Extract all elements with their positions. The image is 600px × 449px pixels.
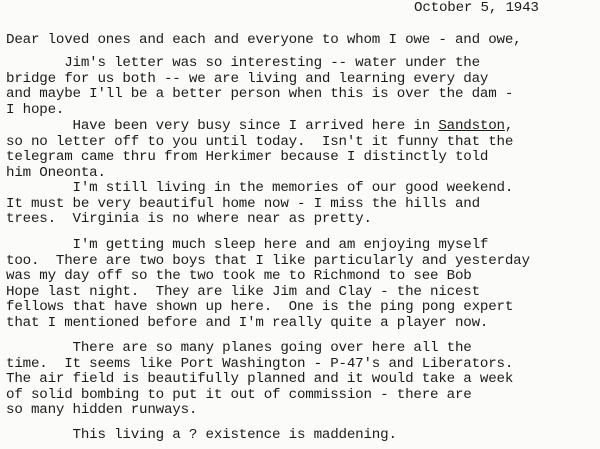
paragraph-busy [6, 119, 598, 181]
text-line: This living a ? existence is maddening. [6, 427, 397, 443]
text-line: so no letter off to you until today. Isn't it funny that the [6, 133, 514, 150]
text-line: Jim's letter was so interesting -- water under the [6, 55, 480, 71]
text-line: I'm getting much sleep here and am enjoying myself [6, 237, 489, 253]
text-line: was my day off so the two took me to Richmond to see Bob [6, 268, 472, 285]
text-line [6, 119, 598, 135]
text-line: The air field is beautifully planned and it would take a week [6, 371, 514, 388]
text-line: so many hidden runways. [6, 402, 198, 419]
text-line: and maybe I'll be a better person when this is over the dam - [6, 86, 514, 103]
text-line: that I mentioned before and I'm really quite a player now. [6, 314, 489, 331]
text-line: of solid bombing to put it out of commission - there are [6, 386, 472, 403]
text-line: trees. Virginia is no where near as pretty. [6, 211, 372, 228]
place-name-underlined: Sandston [438, 118, 505, 134]
text-line: It must be very beautiful home now - I miss the hills and [6, 195, 480, 212]
text-line: time. It seems like Port Washington - P-47's and Liberators. [6, 355, 514, 372]
text-line: fellows that have shown up here. One is the ping pong expert [6, 299, 514, 316]
text-line: Hope last night. They are like Jim and Clay - the nicest [6, 283, 480, 300]
salutation [6, 33, 598, 49]
text-line: I'm still living in the memories of our good weekend. [6, 180, 514, 196]
text-line: telegram came thru from Herkimer because I distinctly told [6, 149, 489, 166]
paragraph-jims-letter [6, 56, 598, 118]
text-line: too. There are two boys that I like particularly and yesterday [6, 252, 530, 269]
letter-date: October 5, 1943 [414, 0, 539, 16]
text-line: Dear loved ones and each and everyone to whom I owe - and owe, [6, 32, 522, 48]
paragraph-closing [6, 428, 598, 444]
text-line-start: Have been very busy since I arrived here in [6, 118, 439, 134]
punctuation: , [504, 118, 514, 134]
paragraph-sleep [6, 238, 598, 332]
paragraph-memories [6, 181, 598, 228]
text-line: There are so many planes going over here all the [6, 340, 472, 356]
text-line: bridge for us both -- we are living and learning every day [6, 70, 489, 87]
text-line: him Oneonta. [6, 164, 106, 181]
paragraph-planes [6, 341, 598, 419]
text-line: I hope. [6, 101, 65, 118]
